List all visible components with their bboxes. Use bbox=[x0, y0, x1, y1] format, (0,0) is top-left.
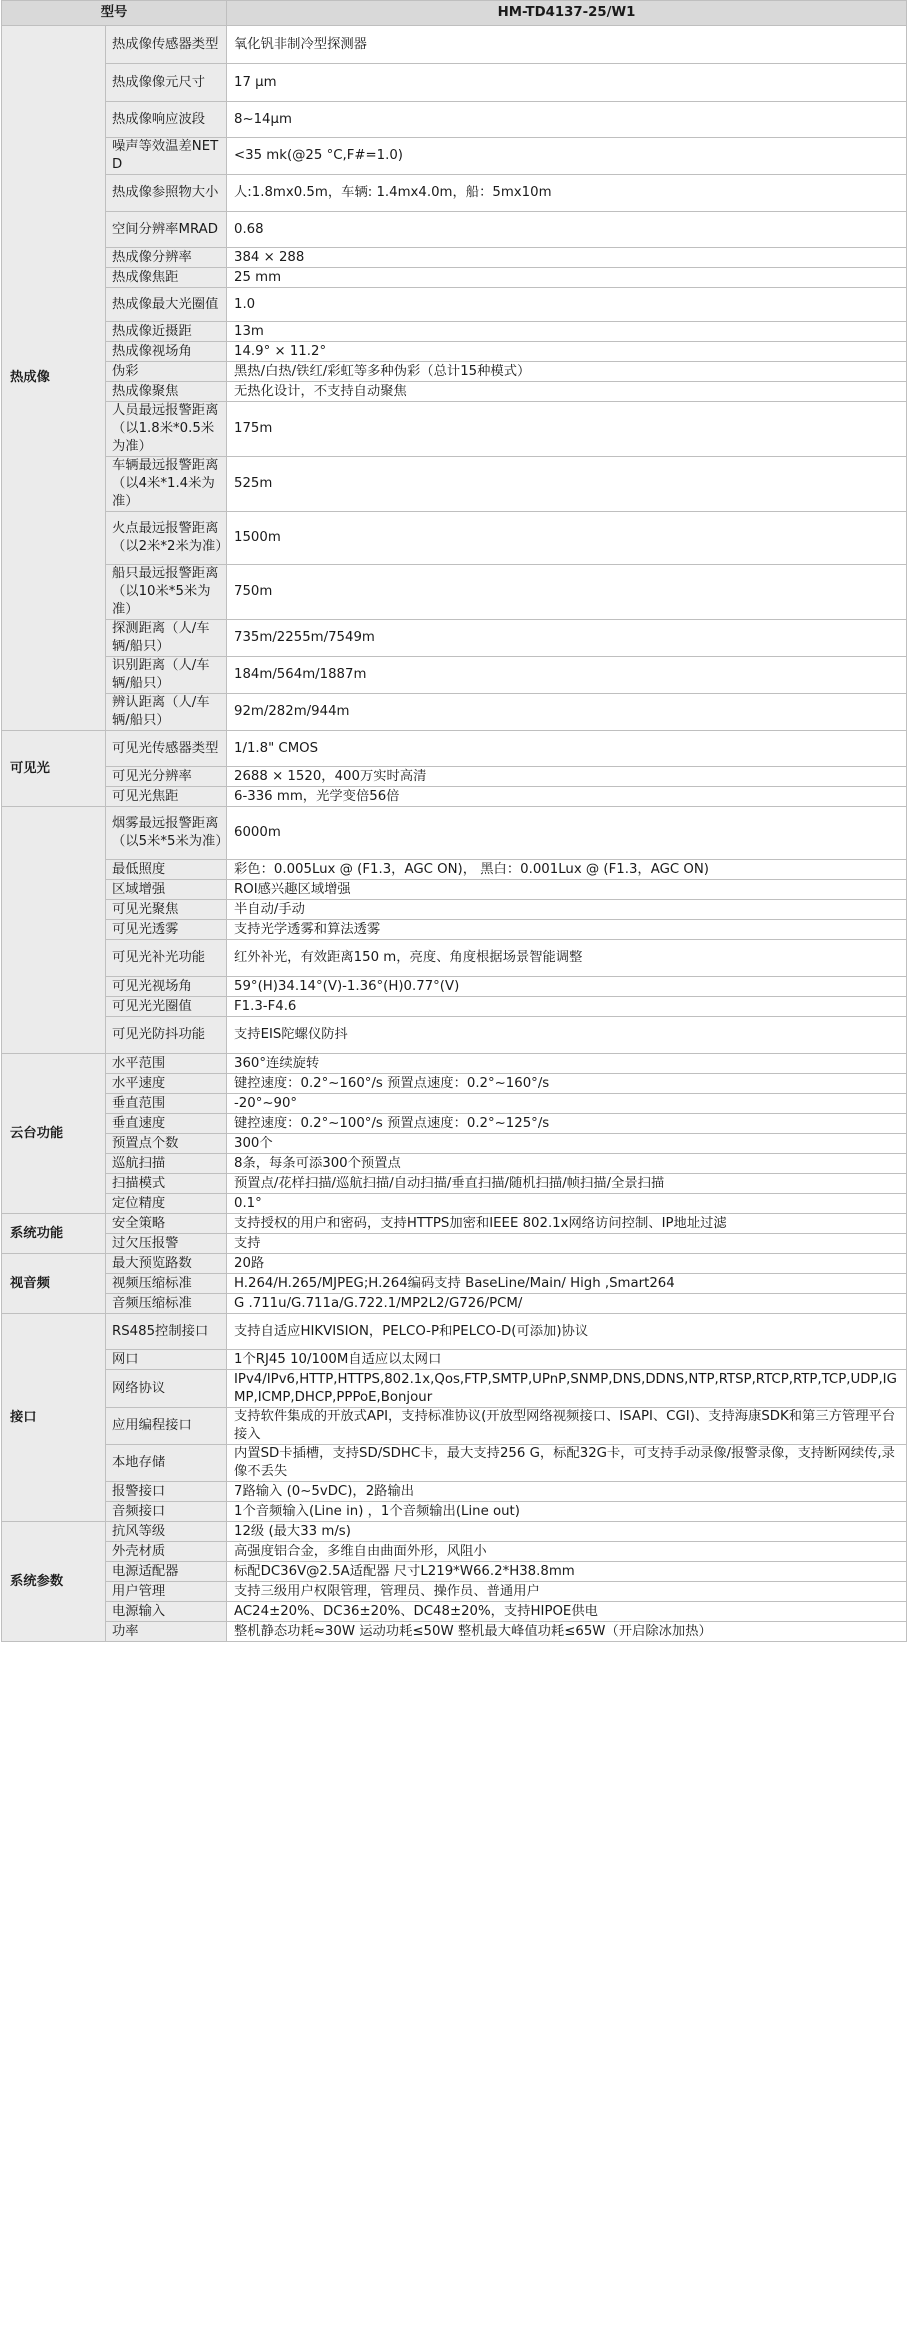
spec-value: 键控速度：0.2°~100°/s 预置点速度：0.2°~125°/s bbox=[227, 1114, 907, 1134]
spec-name: 最低照度 bbox=[106, 860, 227, 880]
spec-value: 59°(H)34.14°(V)-1.36°(H)0.77°(V) bbox=[227, 977, 907, 997]
spec-value: 1/1.8" CMOS bbox=[227, 731, 907, 767]
spec-value: 整机静态功耗≈30W 运动功耗≤50W 整机最大峰值功耗≤65W（开启除冰加热） bbox=[227, 1622, 907, 1642]
spec-value: 预置点/花样扫描/巡航扫描/自动扫描/垂直扫描/随机扫描/帧扫描/全景扫描 bbox=[227, 1174, 907, 1194]
spec-value: 6000m bbox=[227, 807, 907, 860]
spec-row bbox=[2, 1194, 907, 1214]
spec-row bbox=[2, 977, 907, 997]
spec-table-body bbox=[2, 1, 907, 1642]
spec-name: 可见光聚焦 bbox=[106, 900, 227, 920]
spec-name: 船只最远报警距离（以10米*5米为准） bbox=[106, 565, 227, 620]
spec-value: 360°连续旋转 bbox=[227, 1054, 907, 1074]
spec-name: 扫描模式 bbox=[106, 1174, 227, 1194]
header-label: 型号 bbox=[2, 1, 227, 26]
spec-value: F1.3-F4.6 bbox=[227, 997, 907, 1017]
spec-row bbox=[2, 322, 907, 342]
spec-value: 25 mm bbox=[227, 268, 907, 288]
spec-value: 0.1° bbox=[227, 1194, 907, 1214]
spec-name: 可见光传感器类型 bbox=[106, 731, 227, 767]
spec-name: 可见光透雾 bbox=[106, 920, 227, 940]
spec-name: 热成像视场角 bbox=[106, 342, 227, 362]
spec-row bbox=[2, 1622, 907, 1642]
spec-row bbox=[2, 64, 907, 102]
spec-name: 音频压缩标准 bbox=[106, 1294, 227, 1314]
spec-name: 网口 bbox=[106, 1350, 227, 1370]
category-cell: 视音频 bbox=[2, 1254, 106, 1314]
spec-value: 高强度铝合金，多维自由曲面外形，风阻小 bbox=[227, 1542, 907, 1562]
spec-value: 184m/564m/1887m bbox=[227, 657, 907, 694]
spec-row bbox=[2, 382, 907, 402]
header-model: HM-TD4137-25/W1 bbox=[227, 1, 907, 26]
spec-name: 热成像最大光圈值 bbox=[106, 288, 227, 322]
spec-value: AC24±20%、DC36±20%、DC48±20%，支持HIPOE供电 bbox=[227, 1602, 907, 1622]
spec-value: 8条，每条可添300个预置点 bbox=[227, 1154, 907, 1174]
spec-value: H.264/H.265/MJPEG;H.264编码支持 BaseLine/Main/ High ,Smart264 bbox=[227, 1274, 907, 1294]
spec-name: 热成像传感器类型 bbox=[106, 26, 227, 64]
spec-value: 人:1.8mx0.5m，车辆: 1.4mx4.0m，船：5mx10m bbox=[227, 175, 907, 212]
spec-row bbox=[2, 1542, 907, 1562]
spec-value: 半自动/手动 bbox=[227, 900, 907, 920]
spec-table bbox=[1, 0, 907, 1642]
spec-row bbox=[2, 807, 907, 860]
spec-name: 热成像参照物大小 bbox=[106, 175, 227, 212]
spec-name: 电源适配器 bbox=[106, 1562, 227, 1582]
spec-value: 支持授权的用户和密码，支持HTTPS加密和IEEE 802.1x网络访问控制、IP地址过滤 bbox=[227, 1214, 907, 1234]
category-cell: 接口 bbox=[2, 1314, 106, 1522]
spec-name: 预置点个数 bbox=[106, 1134, 227, 1154]
spec-value: IPv4/IPv6,HTTP,HTTPS,802.1x,Qos,FTP,SMTP,UPnP,SNMP,DNS,DDNS,NTP,RTSP,RTCP,RTP,TCP,UDP,IGMP,ICMP,DHCP,PPPoE,Bonjour bbox=[227, 1370, 907, 1408]
spec-row bbox=[2, 212, 907, 248]
spec-row bbox=[2, 138, 907, 175]
spec-name: 水平范围 bbox=[106, 1054, 227, 1074]
spec-row bbox=[2, 1234, 907, 1254]
spec-name: 辨认距离（人/车辆/船只） bbox=[106, 694, 227, 731]
spec-row bbox=[2, 362, 907, 382]
spec-row bbox=[2, 565, 907, 620]
spec-name: 噪声等效温差NETD bbox=[106, 138, 227, 175]
spec-name: 垂直速度 bbox=[106, 1114, 227, 1134]
header-row bbox=[2, 1, 907, 26]
spec-name: 抗风等级 bbox=[106, 1522, 227, 1542]
spec-row bbox=[2, 1522, 907, 1542]
spec-value: 12级 (最大33 m/s) bbox=[227, 1522, 907, 1542]
spec-row bbox=[2, 1074, 907, 1094]
spec-value: 红外补光，有效距离150 m，亮度、角度根据场景智能调整 bbox=[227, 940, 907, 977]
spec-row bbox=[2, 102, 907, 138]
spec-row bbox=[2, 920, 907, 940]
spec-name: 可见光视场角 bbox=[106, 977, 227, 997]
spec-value: 支持EIS陀螺仪防抖 bbox=[227, 1017, 907, 1054]
spec-row bbox=[2, 268, 907, 288]
spec-value: 内置SD卡插槽，支持SD/SDHC卡，最大支持256 G，标配32G卡，可支持手动录像/报警录像，支持断网续传,录像不丢失 bbox=[227, 1445, 907, 1482]
spec-name: 过欠压报警 bbox=[106, 1234, 227, 1254]
spec-name: 热成像近摄距 bbox=[106, 322, 227, 342]
spec-row bbox=[2, 940, 907, 977]
spec-row bbox=[2, 657, 907, 694]
spec-value: 2688 × 1520，400万实时高清 bbox=[227, 767, 907, 787]
spec-name: 定位精度 bbox=[106, 1194, 227, 1214]
spec-value: 13m bbox=[227, 322, 907, 342]
spec-row bbox=[2, 1174, 907, 1194]
spec-value: -20°~90° bbox=[227, 1094, 907, 1114]
spec-value: 735m/2255m/7549m bbox=[227, 620, 907, 657]
spec-row bbox=[2, 1582, 907, 1602]
spec-name: 车辆最远报警距离（以4米*1.4米为准） bbox=[106, 457, 227, 512]
spec-value: 7路输入 (0~5vDC)，2路输出 bbox=[227, 1482, 907, 1502]
spec-name: 识别距离（人/车辆/船只） bbox=[106, 657, 227, 694]
spec-name: 音频接口 bbox=[106, 1502, 227, 1522]
spec-row bbox=[2, 620, 907, 657]
spec-value: 1个音频输入(Line in) ，1个音频输出(Line out) bbox=[227, 1502, 907, 1522]
spec-name: 巡航扫描 bbox=[106, 1154, 227, 1174]
category-cell: 系统参数 bbox=[2, 1522, 106, 1642]
category-cell: 热成像 bbox=[2, 26, 106, 731]
spec-row bbox=[2, 880, 907, 900]
spec-name: 探测距离（人/车辆/船只） bbox=[106, 620, 227, 657]
spec-name: 功率 bbox=[106, 1622, 227, 1642]
spec-row bbox=[2, 997, 907, 1017]
spec-name: 烟雾最远报警距离（以5米*5米为准） bbox=[106, 807, 227, 860]
spec-value: 8~14μm bbox=[227, 102, 907, 138]
category-cell: 云台功能 bbox=[2, 1054, 106, 1214]
spec-value: 彩色：0.005Lux @ (F1.3，AGC ON)， 黑白：0.001Lux @ (F1.3，AGC ON) bbox=[227, 860, 907, 880]
spec-row bbox=[2, 731, 907, 767]
spec-name: 水平速度 bbox=[106, 1074, 227, 1094]
spec-name: 网络协议 bbox=[106, 1370, 227, 1408]
spec-value: 384 × 288 bbox=[227, 248, 907, 268]
spec-name: 热成像焦距 bbox=[106, 268, 227, 288]
spec-row bbox=[2, 1017, 907, 1054]
spec-row bbox=[2, 860, 907, 880]
spec-value: ROI感兴趣区域增强 bbox=[227, 880, 907, 900]
spec-name: 热成像像元尺寸 bbox=[106, 64, 227, 102]
spec-value: 支持自适应HIKVISION，PELCO-P和PELCO-D(可添加)协议 bbox=[227, 1314, 907, 1350]
spec-value: 支持光学透雾和算法透雾 bbox=[227, 920, 907, 940]
spec-name: 可见光焦距 bbox=[106, 787, 227, 807]
spec-row bbox=[2, 1602, 907, 1622]
spec-value: 300个 bbox=[227, 1134, 907, 1154]
spec-row bbox=[2, 787, 907, 807]
spec-value: 支持 bbox=[227, 1234, 907, 1254]
spec-row bbox=[2, 767, 907, 787]
spec-value: 0.68 bbox=[227, 212, 907, 248]
spec-name: 热成像响应波段 bbox=[106, 102, 227, 138]
spec-row bbox=[2, 1482, 907, 1502]
spec-name: 区域增强 bbox=[106, 880, 227, 900]
spec-value: 20路 bbox=[227, 1254, 907, 1274]
spec-name: 热成像聚焦 bbox=[106, 382, 227, 402]
spec-value: 1个RJ45 10/100M自适应以太网口 bbox=[227, 1350, 907, 1370]
category-cell: 系统功能 bbox=[2, 1214, 106, 1254]
spec-value: 黑热/白热/铁红/彩虹等多种伪彩（总计15种模式） bbox=[227, 362, 907, 382]
spec-row bbox=[2, 288, 907, 322]
spec-row bbox=[2, 694, 907, 731]
spec-row bbox=[2, 1214, 907, 1234]
spec-name: 可见光分辨率 bbox=[106, 767, 227, 787]
spec-name: 报警接口 bbox=[106, 1482, 227, 1502]
spec-name: 可见光光圈值 bbox=[106, 997, 227, 1017]
spec-value: 支持三级用户权限管理，管理员、操作员、普通用户 bbox=[227, 1582, 907, 1602]
spec-value: 14.9° × 11.2° bbox=[227, 342, 907, 362]
spec-row bbox=[2, 1350, 907, 1370]
spec-name: 热成像分辨率 bbox=[106, 248, 227, 268]
spec-name: 垂直范围 bbox=[106, 1094, 227, 1114]
spec-name: 用户管理 bbox=[106, 1582, 227, 1602]
spec-row bbox=[2, 1134, 907, 1154]
spec-row bbox=[2, 1154, 907, 1174]
spec-name: 电源输入 bbox=[106, 1602, 227, 1622]
category-cell bbox=[2, 807, 106, 1054]
spec-row bbox=[2, 175, 907, 212]
spec-value: 氧化钒非制冷型探测器 bbox=[227, 26, 907, 64]
spec-value: 1.0 bbox=[227, 288, 907, 322]
spec-value: G .711u/G.711a/G.722.1/MP2L2/G726/PCM/ bbox=[227, 1294, 907, 1314]
spec-name: RS485控制接口 bbox=[106, 1314, 227, 1350]
spec-name: 最大预览路数 bbox=[106, 1254, 227, 1274]
spec-row bbox=[2, 1445, 907, 1482]
spec-row bbox=[2, 1314, 907, 1350]
spec-row bbox=[2, 248, 907, 268]
spec-name: 可见光补光功能 bbox=[106, 940, 227, 977]
spec-name: 外壳材质 bbox=[106, 1542, 227, 1562]
spec-name: 可见光防抖功能 bbox=[106, 1017, 227, 1054]
spec-row bbox=[2, 1502, 907, 1522]
spec-row bbox=[2, 900, 907, 920]
spec-name: 安全策略 bbox=[106, 1214, 227, 1234]
spec-row bbox=[2, 1408, 907, 1445]
spec-row bbox=[2, 1294, 907, 1314]
spec-row bbox=[2, 1054, 907, 1074]
spec-name: 人员最远报警距离（以1.8米*0.5米为准） bbox=[106, 402, 227, 457]
spec-row bbox=[2, 1370, 907, 1408]
spec-row bbox=[2, 457, 907, 512]
spec-name: 视频压缩标准 bbox=[106, 1274, 227, 1294]
spec-name: 应用编程接口 bbox=[106, 1408, 227, 1445]
spec-value: <35 mk(@25 °C,F#=1.0) bbox=[227, 138, 907, 175]
spec-value: 525m bbox=[227, 457, 907, 512]
spec-row bbox=[2, 26, 907, 64]
spec-row bbox=[2, 1114, 907, 1134]
spec-row bbox=[2, 1274, 907, 1294]
spec-name: 伪彩 bbox=[106, 362, 227, 382]
spec-value: 17 μm bbox=[227, 64, 907, 102]
spec-value: 6-336 mm，光学变倍56倍 bbox=[227, 787, 907, 807]
spec-row bbox=[2, 342, 907, 362]
spec-value: 键控速度：0.2°~160°/s 预置点速度：0.2°~160°/s bbox=[227, 1074, 907, 1094]
spec-row bbox=[2, 1254, 907, 1274]
spec-value: 标配DC36V@2.5A适配器 尺寸L219*W66.2*H38.8mm bbox=[227, 1562, 907, 1582]
spec-name: 空间分辨率MRAD bbox=[106, 212, 227, 248]
spec-value: 92m/282m/944m bbox=[227, 694, 907, 731]
category-cell: 可见光 bbox=[2, 731, 106, 807]
spec-row bbox=[2, 1094, 907, 1114]
spec-value: 1500m bbox=[227, 512, 907, 565]
spec-row bbox=[2, 512, 907, 565]
spec-value: 无热化设计，不支持自动聚焦 bbox=[227, 382, 907, 402]
spec-value: 175m bbox=[227, 402, 907, 457]
spec-row bbox=[2, 402, 907, 457]
spec-name: 火点最远报警距离（以2米*2米为准） bbox=[106, 512, 227, 565]
spec-row bbox=[2, 1562, 907, 1582]
spec-value: 750m bbox=[227, 565, 907, 620]
spec-value: 支持软件集成的开放式API，支持标准协议(开放型网络视频接口、ISAPI、CGI)、支持海康SDK和第三方管理平台接入 bbox=[227, 1408, 907, 1445]
spec-name: 本地存储 bbox=[106, 1445, 227, 1482]
